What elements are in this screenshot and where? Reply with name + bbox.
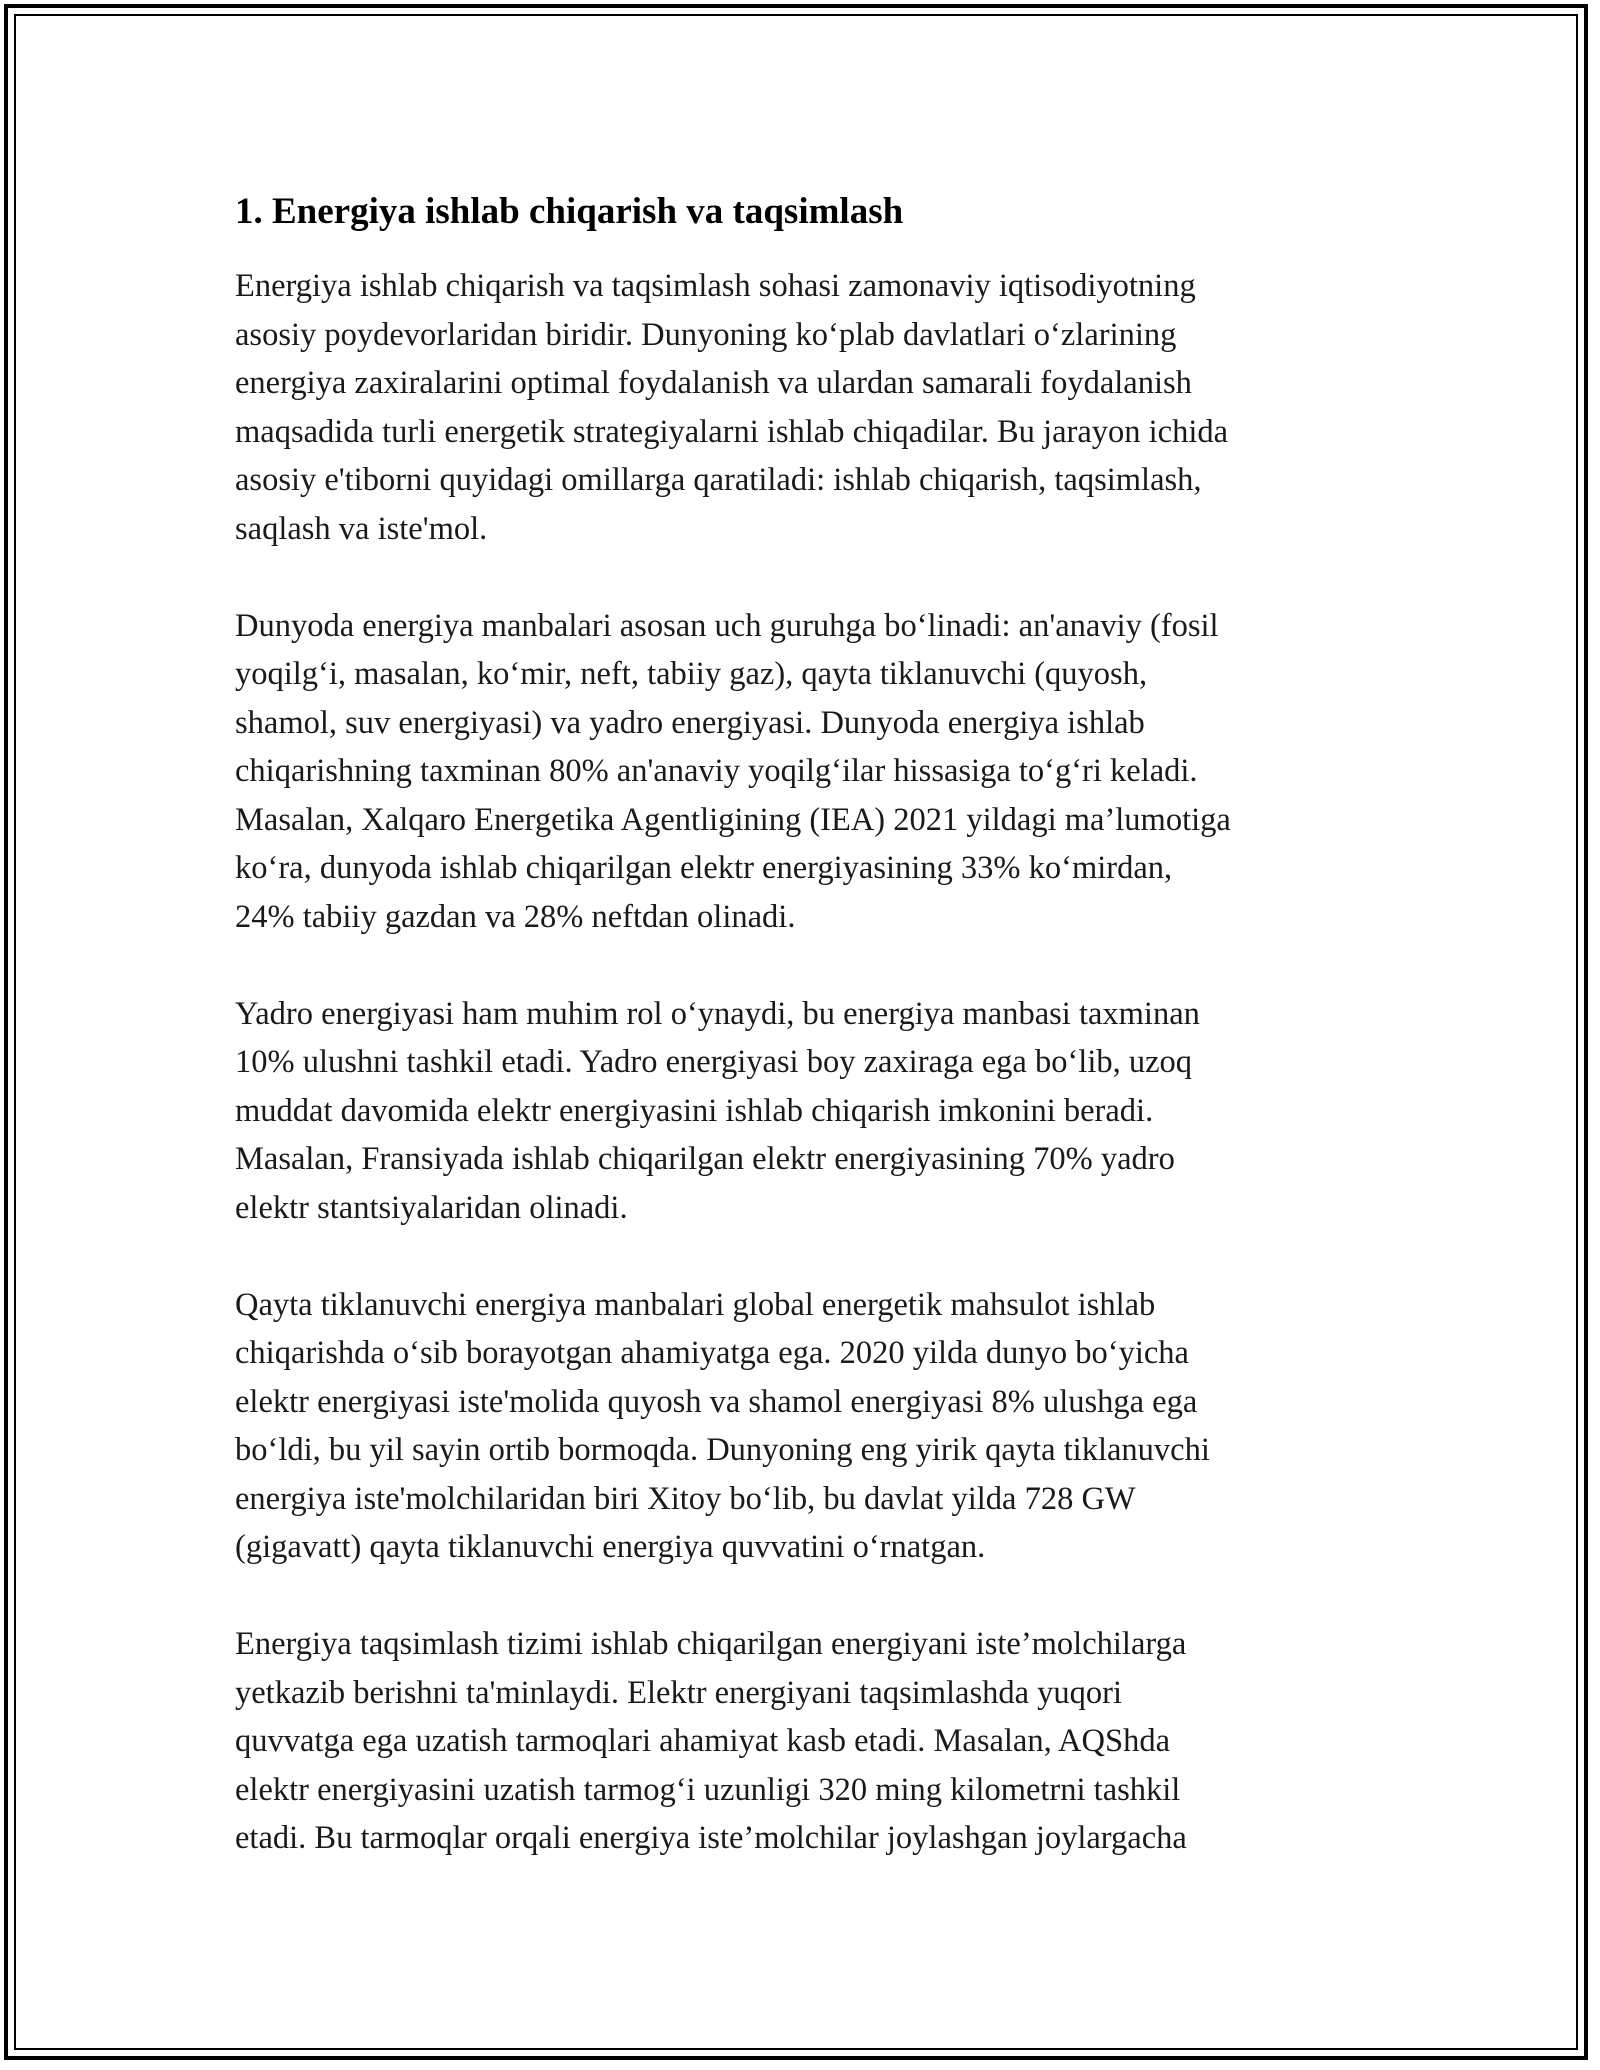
text-line: ko‘ra, dunyoda ishlab chiqarilgan elektr energiyasining 33% ko‘mirdan, bbox=[235, 850, 1173, 886]
text-line: shamol, suv energiyasi) va yadro energiyasi. Dunyoda energiya ishlab bbox=[235, 704, 1145, 741]
text-line: etadi. Bu tarmoqlar orqali energiya iste’molchilar joylashgan joylargacha bbox=[235, 1820, 1187, 1856]
text-line: energiya iste'molchilaridan biri Xitoy bo‘lib, bu davlat yilda 728 GW bbox=[235, 1480, 1136, 1517]
text-line: 24% tabiiy gazdan va 28% neftdan olinadi. bbox=[235, 898, 796, 935]
text-line: maqsadida turli energetik strategiyalarni ishlab chiqadilar. Bu jarayon ichida bbox=[235, 413, 1229, 450]
text-line: Masalan, Fransiyada ishlab chiqarilgan elektr energiyasining 70% yadro bbox=[235, 1141, 1175, 1177]
text-line: asosiy e'tiborni quyidagi omillarga qaratiladi: ishlab chiqarish, taqsimlash, bbox=[235, 462, 1202, 498]
text-line: yetkazib berishni ta'minlaydi. Elektr energiyani taqsimlashda yuqori bbox=[235, 1674, 1123, 1711]
text-line: chiqarishning taxminan 80% an'anaviy yoqilg‘ilar hissasiga to‘g‘ri keladi. bbox=[235, 753, 1198, 789]
paragraph-1 bbox=[235, 262, 1375, 553]
paragraph-5 bbox=[235, 1620, 1375, 1863]
text-line: bo‘ldi, bu yil sayin ortib bormoqda. Dunyoning eng yirik qayta tiklanuvchi bbox=[235, 1432, 1210, 1468]
text-line: Masalan, Xalqaro Energetika Agentligining (IEA) 2021 yildagi ma’lumotiga bbox=[235, 801, 1231, 838]
text-line: elektr energiyasini uzatish tarmog‘i uzunligi 320 ming kilometrni tashkil bbox=[235, 1771, 1181, 1808]
document-body bbox=[235, 188, 1375, 1911]
text-line: yoqilg‘i, masalan, ko‘mir, neft, tabiiy gaz), qayta tiklanuvchi (quyosh, bbox=[235, 656, 1148, 692]
text-line: elektr stantsiyalaridan olinadi. bbox=[235, 1189, 628, 1226]
text-line: Energiya ishlab chiqarish va taqsimlash sohasi zamonaviy iqtisodiyotning bbox=[235, 268, 1196, 304]
paragraph-2 bbox=[235, 602, 1375, 942]
paragraph-3 bbox=[235, 990, 1375, 1233]
text-line: Energiya taqsimlash tizimi ishlab chiqarilgan energiyani iste’molchilarga bbox=[235, 1626, 1187, 1662]
text-line: Dunyoda energiya manbalari asosan uch guruhga bo‘linadi: an'anaviy (fosil bbox=[235, 607, 1219, 644]
text-line: Yadro energiyasi ham muhim rol o‘ynaydi, bu energiya manbasi taxminan bbox=[235, 995, 1200, 1032]
text-line: chiqarishda o‘sib borayotgan ahamiyatga ega. 2020 yilda dunyo bo‘yicha bbox=[235, 1335, 1189, 1371]
text-line: muddat davomida elektr energiyasini ishlab chiqarish imkonini beradi. bbox=[235, 1092, 1154, 1129]
section-heading: 1. Energiya ishlab chiqarish va taqsimlash bbox=[235, 191, 904, 232]
text-line: asosiy poydevorlaridan biridir. Dunyoning ko‘plab davlatlari o‘zlarining bbox=[235, 316, 1177, 353]
paragraph-4 bbox=[235, 1281, 1375, 1572]
text-line: 10% ulushni tashkil etadi. Yadro energiyasi boy zaxiraga ega bo‘lib, uzoq bbox=[235, 1044, 1193, 1080]
text-line: energiya zaxiralarini optimal foydalanish va ulardan samarali foydalanish bbox=[235, 365, 1192, 401]
text-line: elektr energiyasi iste'molida quyosh va shamol energiyasi 8% ulushga ega bbox=[235, 1383, 1198, 1420]
text-line: Qayta tiklanuvchi energiya manbalari global energetik mahsulot ishlab bbox=[235, 1286, 1156, 1323]
text-line: quvvatga ega uzatish tarmoqlari ahamiyat kasb etadi. Masalan, AQShda bbox=[235, 1723, 1170, 1759]
text-line: (gigavatt) qayta tiklanuvchi energiya quvvatini o‘rnatgan. bbox=[235, 1529, 986, 1565]
text-line: saqlash va iste'mol. bbox=[235, 510, 488, 547]
